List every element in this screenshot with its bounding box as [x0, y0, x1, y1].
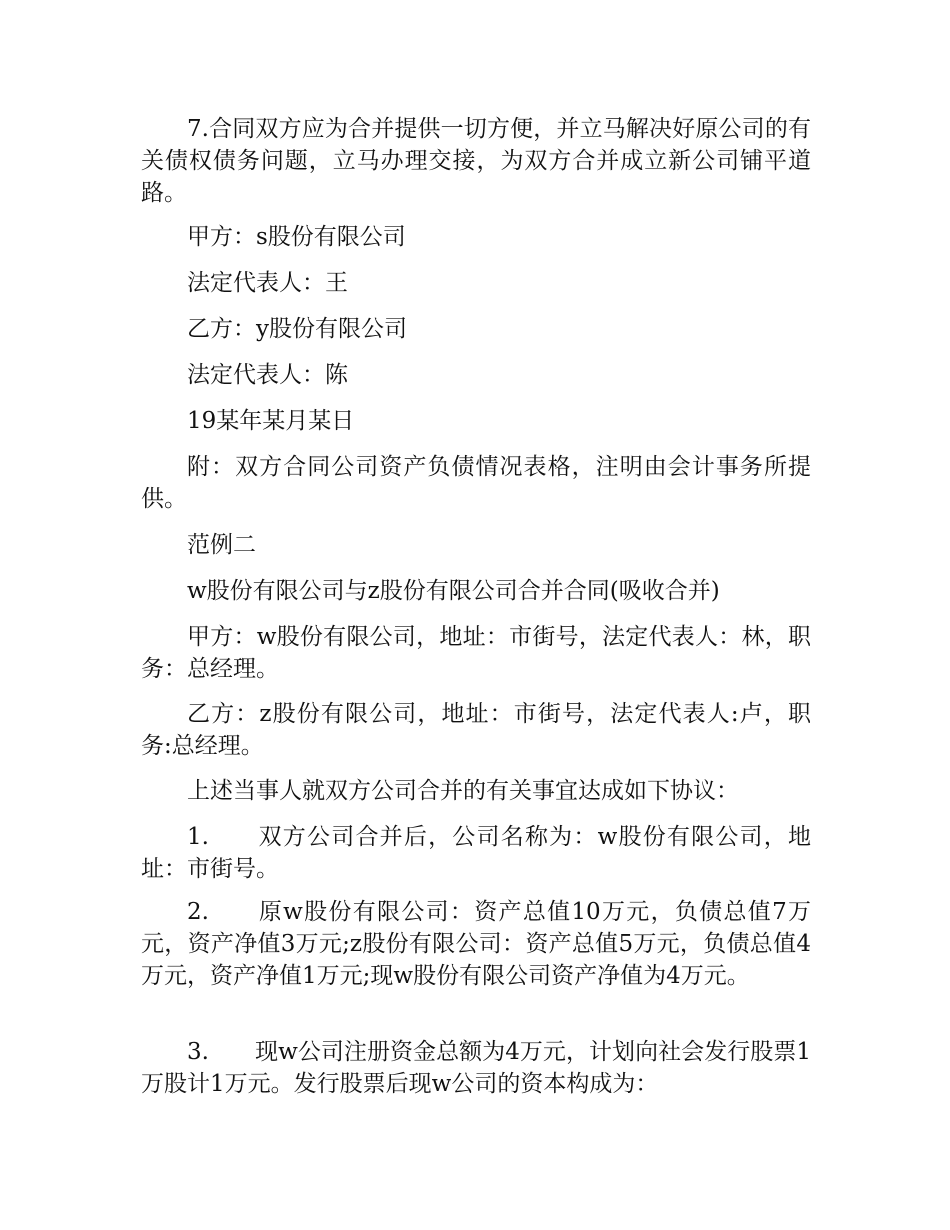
party-a-details: 甲方：w股份有限公司，地址：市街号，法定代表人：林，职务：总经理。: [141, 624, 811, 682]
example-two-heading: 范例二: [187, 532, 256, 558]
clause-2-assets: 2. 原w股份有限公司：资产总值10万元，负债总值7万元，资产净值3万元;z股份有限公司：资产总值5万元，负债总值4万元，资产净值1万元;现w股份有限公司资产净值为4万元。: [141, 899, 811, 989]
appendix-note: 附：双方合同公司资产负债情况表格，注明由会计事务所提供。: [141, 454, 811, 512]
paragraph-7-merger-cooperation: 7.合同双方应为合并提供一切方便，并立马解决好原公司的有关债权债务问题，立马办理交接，为双方合并成立新公司铺平道路。: [141, 116, 811, 206]
clause-1-company-name: 1. 双方公司合并后，公司名称为：w股份有限公司，地址：市街号。: [141, 824, 811, 882]
party-a-representative: 法定代表人：王: [187, 270, 348, 296]
signing-date: 19某年某月某日: [187, 408, 355, 434]
party-b-details: 乙方：z股份有限公司，地址：市街号，法定代表人:卢，职务:总经理。: [141, 701, 811, 759]
party-b-name: 乙方：y股份有限公司: [187, 316, 407, 342]
party-b-representative: 法定代表人：陈: [187, 362, 348, 388]
agreement-intro: 上述当事人就双方公司合并的有关事宜达成如下协议：: [187, 778, 739, 804]
clause-3-capital: 3. 现w公司注册资金总额为4万元，计划向社会发行股票1万股计1万元。发行股票后现w公司的资本构成为：: [141, 1039, 811, 1097]
contract-title: w股份有限公司与z股份有限公司合并合同(吸收合并): [187, 578, 720, 604]
party-a-name: 甲方：s股份有限公司: [187, 224, 406, 250]
